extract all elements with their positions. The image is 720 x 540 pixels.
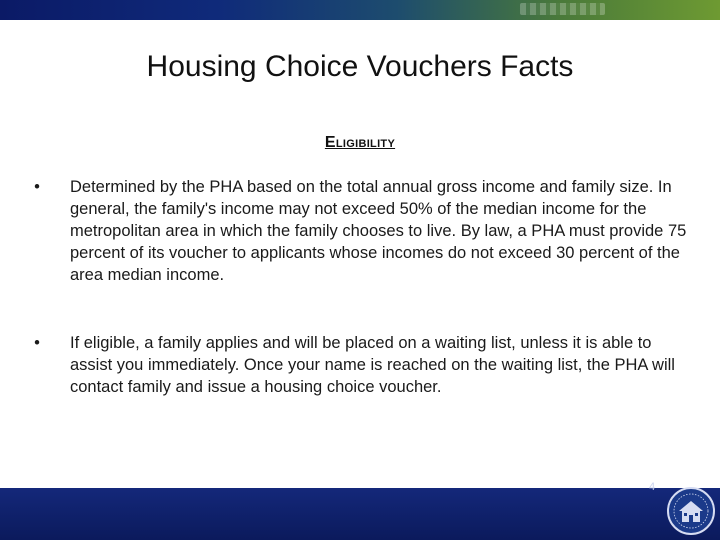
slide-title: Housing Choice Vouchers Facts	[146, 50, 574, 83]
bullet-dot-icon: •	[34, 178, 40, 196]
bullet-text: If eligible, a family applies and will be placed on a waiting list, unless it is able to assist you immediately. Once your name is reached on the waiting list, the PHA will contact family and issue a housing choice voucher.	[70, 334, 675, 396]
top-banner	[0, 0, 720, 20]
bullet-list	[30, 176, 690, 398]
bullet-text: Determined by the PHA based on the total annual gross income and family size. In general, the family's income may not exceed 50% of the median income for the metropolitan area in which the family chooses to live. By law, a PHA must provide 75 percent of its voucher to applicants whose incomes do not exceed 30 percent of the area median income.	[70, 178, 687, 284]
bullet-item	[30, 332, 690, 398]
page-number: 4	[648, 481, 656, 493]
bullet-item	[30, 176, 690, 286]
bottom-banner	[0, 488, 720, 540]
hud-seal-icon	[666, 486, 716, 536]
section-heading: Eligibility	[324, 134, 396, 151]
banner-decoration	[520, 3, 605, 15]
bullet-dot-icon: •	[34, 334, 40, 352]
